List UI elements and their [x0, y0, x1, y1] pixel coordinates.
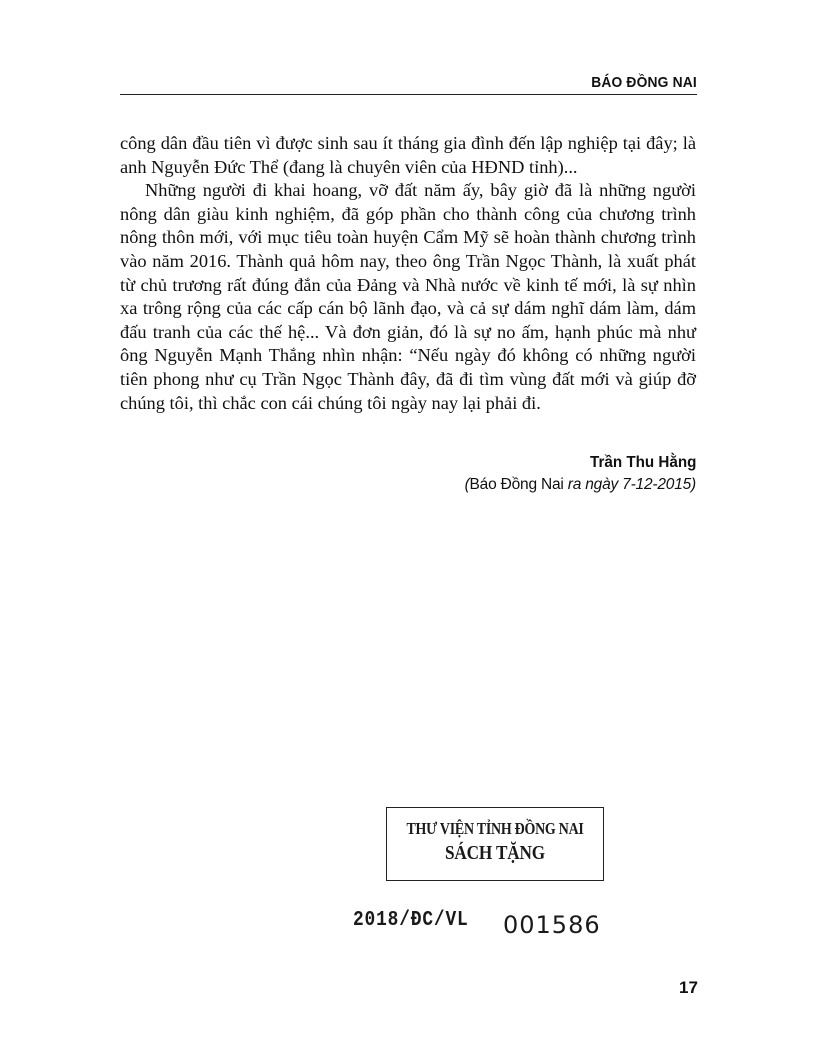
- source-note: [465, 474, 696, 496]
- stamp-library-name: THƯ VIỆN TỈNH ĐỒNG NAI: [406, 819, 584, 838]
- running-header: [120, 74, 697, 95]
- page-number: 17: [679, 978, 698, 997]
- running-header-title: BÁO ĐỒNG NAI: [591, 74, 697, 91]
- article-body: [120, 132, 696, 415]
- source-paper-name: Báo Đồng Nai: [469, 476, 564, 493]
- paragraph: Những người đi khai hoang, vỡ đất năm ấy, bây giờ đã là những người nông dân giàu kinh nghiệm, đã góp phần cho thành công của chương trình nông thôn mới, với mục tiêu toàn huyện Cẩm Mỹ sẽ hoàn thành chương trình vào năm 2016. Thành quả hôm nay, theo ông Trần Ngọc Thành, là xuất phát từ chủ trương rất đúng đắn của Đảng và Nhà nước về kinh tế mới, là sự nhìn xa trông rộng của các cấp cán bộ lãnh đạo, và cả sự dám nghĩ dám làm, dám đấu tranh của các thế hệ... Và đơn giản, đó là sự no ấm, hạnh phúc mà như ông Nguyễn Mạnh Thắng nhìn nhận: “Nếu ngày đó không có những người tiên phong như cụ Trần Ngọc Thành đây, đã đi tìm vùng đất mới và giúp đỡ chúng tôi, thì chắc con cái chúng tôi ngày nay lại phải đi.: [120, 180, 696, 413]
- byline: [465, 452, 696, 496]
- accession-prefix: 2018/ĐC/VL: [353, 909, 469, 932]
- paragraph-continued: công dân đầu tiên vì được sinh sau ít tháng gia đình đến lập nghiệp tại đây; là anh Nguyễn Đức Thể (đang là chuyên viên của HĐND tỉnh)...: [120, 133, 696, 177]
- source-open: (: [464, 476, 470, 493]
- stamp-donation-label: SÁCH TẶNG: [445, 842, 545, 864]
- author-name: Trần Thu Hằng: [589, 454, 696, 471]
- source-date: ra ngày 7-12-2015): [563, 476, 696, 493]
- accession-number: 001586: [503, 911, 601, 939]
- library-stamp: [386, 807, 604, 881]
- accession-stamp: [353, 909, 601, 939]
